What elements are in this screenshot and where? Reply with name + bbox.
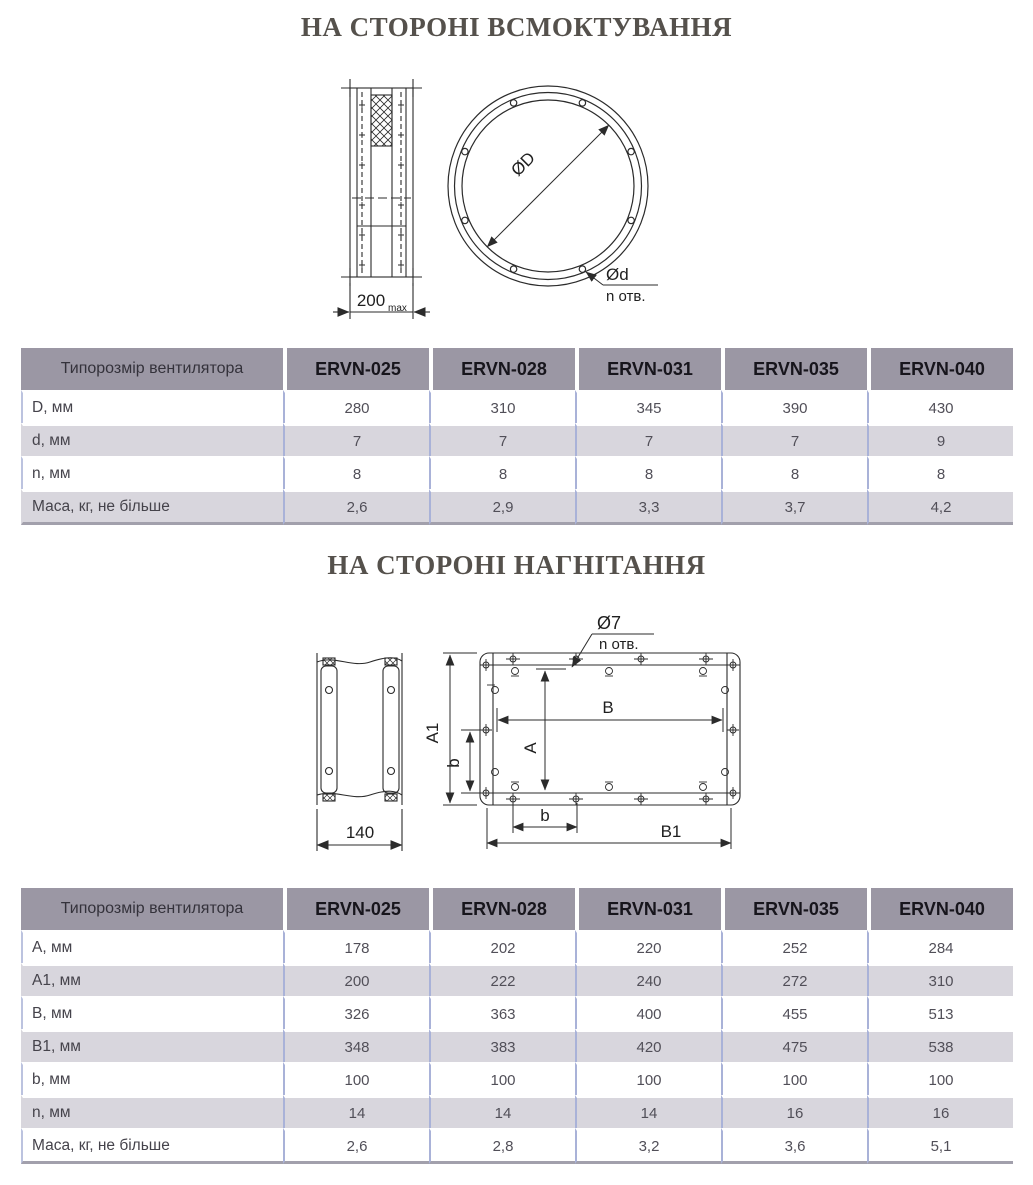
dim-label-holes-count: n отв.	[606, 288, 646, 305]
column-header: ERVN-031	[575, 888, 721, 930]
value-cell: 100	[721, 1062, 867, 1095]
row-label: A, мм	[21, 930, 283, 963]
suction-side-view	[333, 79, 430, 319]
table-row	[21, 1062, 1013, 1095]
suction-side-drawing	[0, 75, 1033, 325]
value-cell: 363	[429, 996, 575, 1029]
value-cell: 8	[575, 456, 721, 489]
dim-label-b-bottom: b	[540, 806, 550, 825]
value-cell: 475	[721, 1029, 867, 1062]
suction-flange-view	[448, 86, 658, 286]
value-cell: 8	[867, 456, 1013, 489]
column-header: ERVN-028	[429, 888, 575, 930]
table-row	[21, 963, 1013, 996]
value-cell: 8	[429, 456, 575, 489]
value-cell: 326	[283, 996, 429, 1029]
table-row	[21, 489, 1013, 525]
section-title-discharge: НА СТОРОНІ НАГНІТАННЯ	[327, 550, 706, 580]
value-cell: 252	[721, 930, 867, 963]
value-cell: 3,3	[575, 489, 721, 525]
value-cell: 7	[283, 423, 429, 456]
dim-label-140: 140	[345, 823, 375, 842]
value-cell: 2,9	[429, 489, 575, 525]
discharge-side-view	[317, 653, 402, 851]
dim-label-a: A	[521, 742, 540, 754]
value-cell: 8	[721, 456, 867, 489]
value-cell: 9	[867, 423, 1013, 456]
suction-spec-table	[21, 348, 1013, 525]
column-header: ERVN-040	[867, 348, 1013, 390]
value-cell: 5,1	[867, 1128, 1013, 1164]
section-title-suction: НА СТОРОНІ ВСМОКТУВАННЯ	[300, 12, 733, 42]
column-header: ERVN-031	[575, 348, 721, 390]
table-header-row	[21, 888, 1013, 930]
value-cell: 100	[867, 1062, 1013, 1095]
value-cell: 2,8	[429, 1128, 575, 1164]
value-cell: 2,6	[283, 489, 429, 525]
row-label: B1, мм	[21, 1029, 283, 1062]
value-cell: 220	[575, 930, 721, 963]
value-cell: 222	[429, 963, 575, 996]
value-cell: 14	[283, 1095, 429, 1128]
value-cell: 7	[721, 423, 867, 456]
table-row	[21, 456, 1013, 489]
column-header: ERVN-040	[867, 888, 1013, 930]
value-cell: 310	[429, 390, 575, 423]
value-cell: 538	[867, 1029, 1013, 1062]
value-cell: 390	[721, 390, 867, 423]
value-cell: 513	[867, 996, 1013, 1029]
dim-label-b-left: b	[444, 758, 463, 768]
value-cell: 100	[429, 1062, 575, 1095]
value-cell: 240	[575, 963, 721, 996]
value-cell: 200	[283, 963, 429, 996]
value-cell: 2,6	[283, 1128, 429, 1164]
value-cell: 400	[575, 996, 721, 1029]
value-cell: 7	[575, 423, 721, 456]
column-header: ERVN-028	[429, 348, 575, 390]
value-cell: 202	[429, 930, 575, 963]
value-cell: 455	[721, 996, 867, 1029]
row-label: D, мм	[21, 390, 283, 423]
table-row	[21, 1095, 1013, 1128]
dim-label-outer-dia: ØD	[507, 148, 539, 180]
value-cell: 310	[867, 963, 1013, 996]
dim-label-b-big: B	[602, 698, 614, 717]
table-row	[21, 1029, 1013, 1062]
value-cell: 284	[867, 930, 1013, 963]
row-label: b, мм	[21, 1062, 283, 1095]
value-cell: 14	[575, 1095, 721, 1128]
table-header-row	[21, 348, 1013, 390]
dim-label-holes-count: n отв.	[599, 636, 639, 653]
value-cell: 100	[575, 1062, 721, 1095]
dim-label-max: max	[388, 303, 407, 314]
table-corner-header: Типорозмір вентилятора	[21, 348, 283, 390]
column-header: ERVN-025	[283, 888, 429, 930]
value-cell: 178	[283, 930, 429, 963]
value-cell: 420	[575, 1029, 721, 1062]
column-header: ERVN-025	[283, 348, 429, 390]
row-label: A1, мм	[21, 963, 283, 996]
value-cell: 3,2	[575, 1128, 721, 1164]
value-cell: 8	[283, 456, 429, 489]
discharge-flange-view	[443, 634, 740, 849]
value-cell: 14	[429, 1095, 575, 1128]
dim-label-hole-dia: Ø7	[597, 613, 622, 633]
discharge-side-drawing	[0, 605, 1033, 860]
value-cell: 7	[429, 423, 575, 456]
table-corner-header: Типорозмір вентилятора	[21, 888, 283, 930]
value-cell: 280	[283, 390, 429, 423]
dim-label-hole-dia: Ød	[606, 265, 629, 284]
discharge-spec-table	[21, 888, 1013, 1164]
value-cell: 3,7	[721, 489, 867, 525]
value-cell: 383	[429, 1029, 575, 1062]
table-row	[21, 930, 1013, 963]
value-cell: 4,2	[867, 489, 1013, 525]
value-cell: 272	[721, 963, 867, 996]
row-label: n, мм	[21, 1095, 283, 1128]
dim-label-b1: B1	[660, 822, 682, 841]
value-cell: 3,6	[721, 1128, 867, 1164]
value-cell: 348	[283, 1029, 429, 1062]
table-row	[21, 390, 1013, 423]
table-row	[21, 996, 1013, 1029]
row-label: Маса, кг, не більше	[21, 489, 283, 525]
table-row	[21, 423, 1013, 456]
table-row	[21, 1128, 1013, 1164]
value-cell: 100	[283, 1062, 429, 1095]
row-label: d, мм	[21, 423, 283, 456]
dim-label-a1: A1	[423, 722, 442, 744]
value-cell: 345	[575, 390, 721, 423]
column-header: ERVN-035	[721, 348, 867, 390]
value-cell: 16	[721, 1095, 867, 1128]
row-label: B, мм	[21, 996, 283, 1029]
row-label: Маса, кг, не більше	[21, 1128, 283, 1164]
column-header: ERVN-035	[721, 888, 867, 930]
value-cell: 430	[867, 390, 1013, 423]
value-cell: 16	[867, 1095, 1013, 1128]
row-label: n, мм	[21, 456, 283, 489]
dim-label-200: 200	[356, 291, 386, 310]
